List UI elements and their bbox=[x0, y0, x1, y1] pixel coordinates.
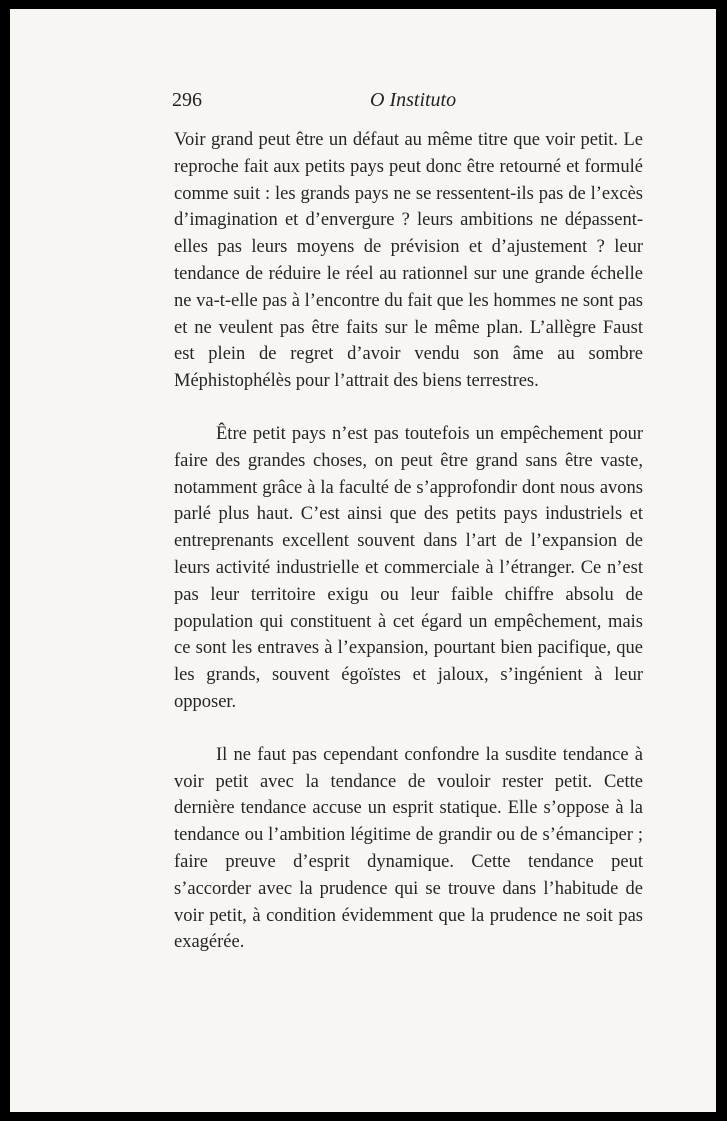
paragraph-3: Il ne faut pas cependant confondre la susdite tendance à voir petit avec la tendance de vouloir rester petit. Cette dernière tendance accuse un esprit statique. Elle s’oppose à la tendance ou l’ambition légitime de grandir ou de s’émanciper ; faire preuve d’esprit dynamique. Cette tendance peut s’accorder avec la prudence qui se trouve dans l’habitude de voir petit, à condition évidemment que la prudence ne soit pas exagérée. bbox=[174, 744, 643, 953]
running-title: O Instituto bbox=[370, 89, 457, 111]
page-header bbox=[170, 89, 490, 119]
book-page bbox=[10, 9, 716, 1112]
paragraph-2: Être petit pays n’est pas toutefois un empêchement pour faire des grandes choses, on peut être grand sans être vaste, notamment grâce à la faculté de s’approfondir dont nous avons parlé plus haut. C’est ainsi que des petits pays industriels et entreprenants excellent souvent dans l’art de l’expansion de leurs activité industrielle et commerciale à l’étranger. Ce n’est pas leur territoire exigu ou leur faible chiffre absolu de population qui constituent à cet égard un empêchement, mais ce sont les entraves à l’expansion, pourtant bien pacifique, que les grands, souvent égoïstes et jaloux, s’ingénient à leur opposer. bbox=[174, 423, 643, 712]
paragraph-1: Voir grand peut être un défaut au même titre que voir petit. Le reproche fait aux petits pays peut donc être retourné et formulé comme suit : les grands pays ne se ressentent-ils pas de l’excès d’imagination et d’envergure ? leurs ambitions ne dépassent-elles pas leurs moyens de prévision et d’ajustement ? leur tendance de réduire le réel au rationnel sur une grande échelle ne va-t-elle pas à l’encontre du fait que les hommes ne sont pas et ne veulent pas être faits sur le même plan. L’allègre Faust est plein de regret d’avoir vendu son âme au sombre Méphistophélès pour l’attrait des biens terrestres. bbox=[174, 130, 643, 392]
body-text bbox=[174, 127, 643, 956]
page-number: 296 bbox=[172, 89, 202, 111]
